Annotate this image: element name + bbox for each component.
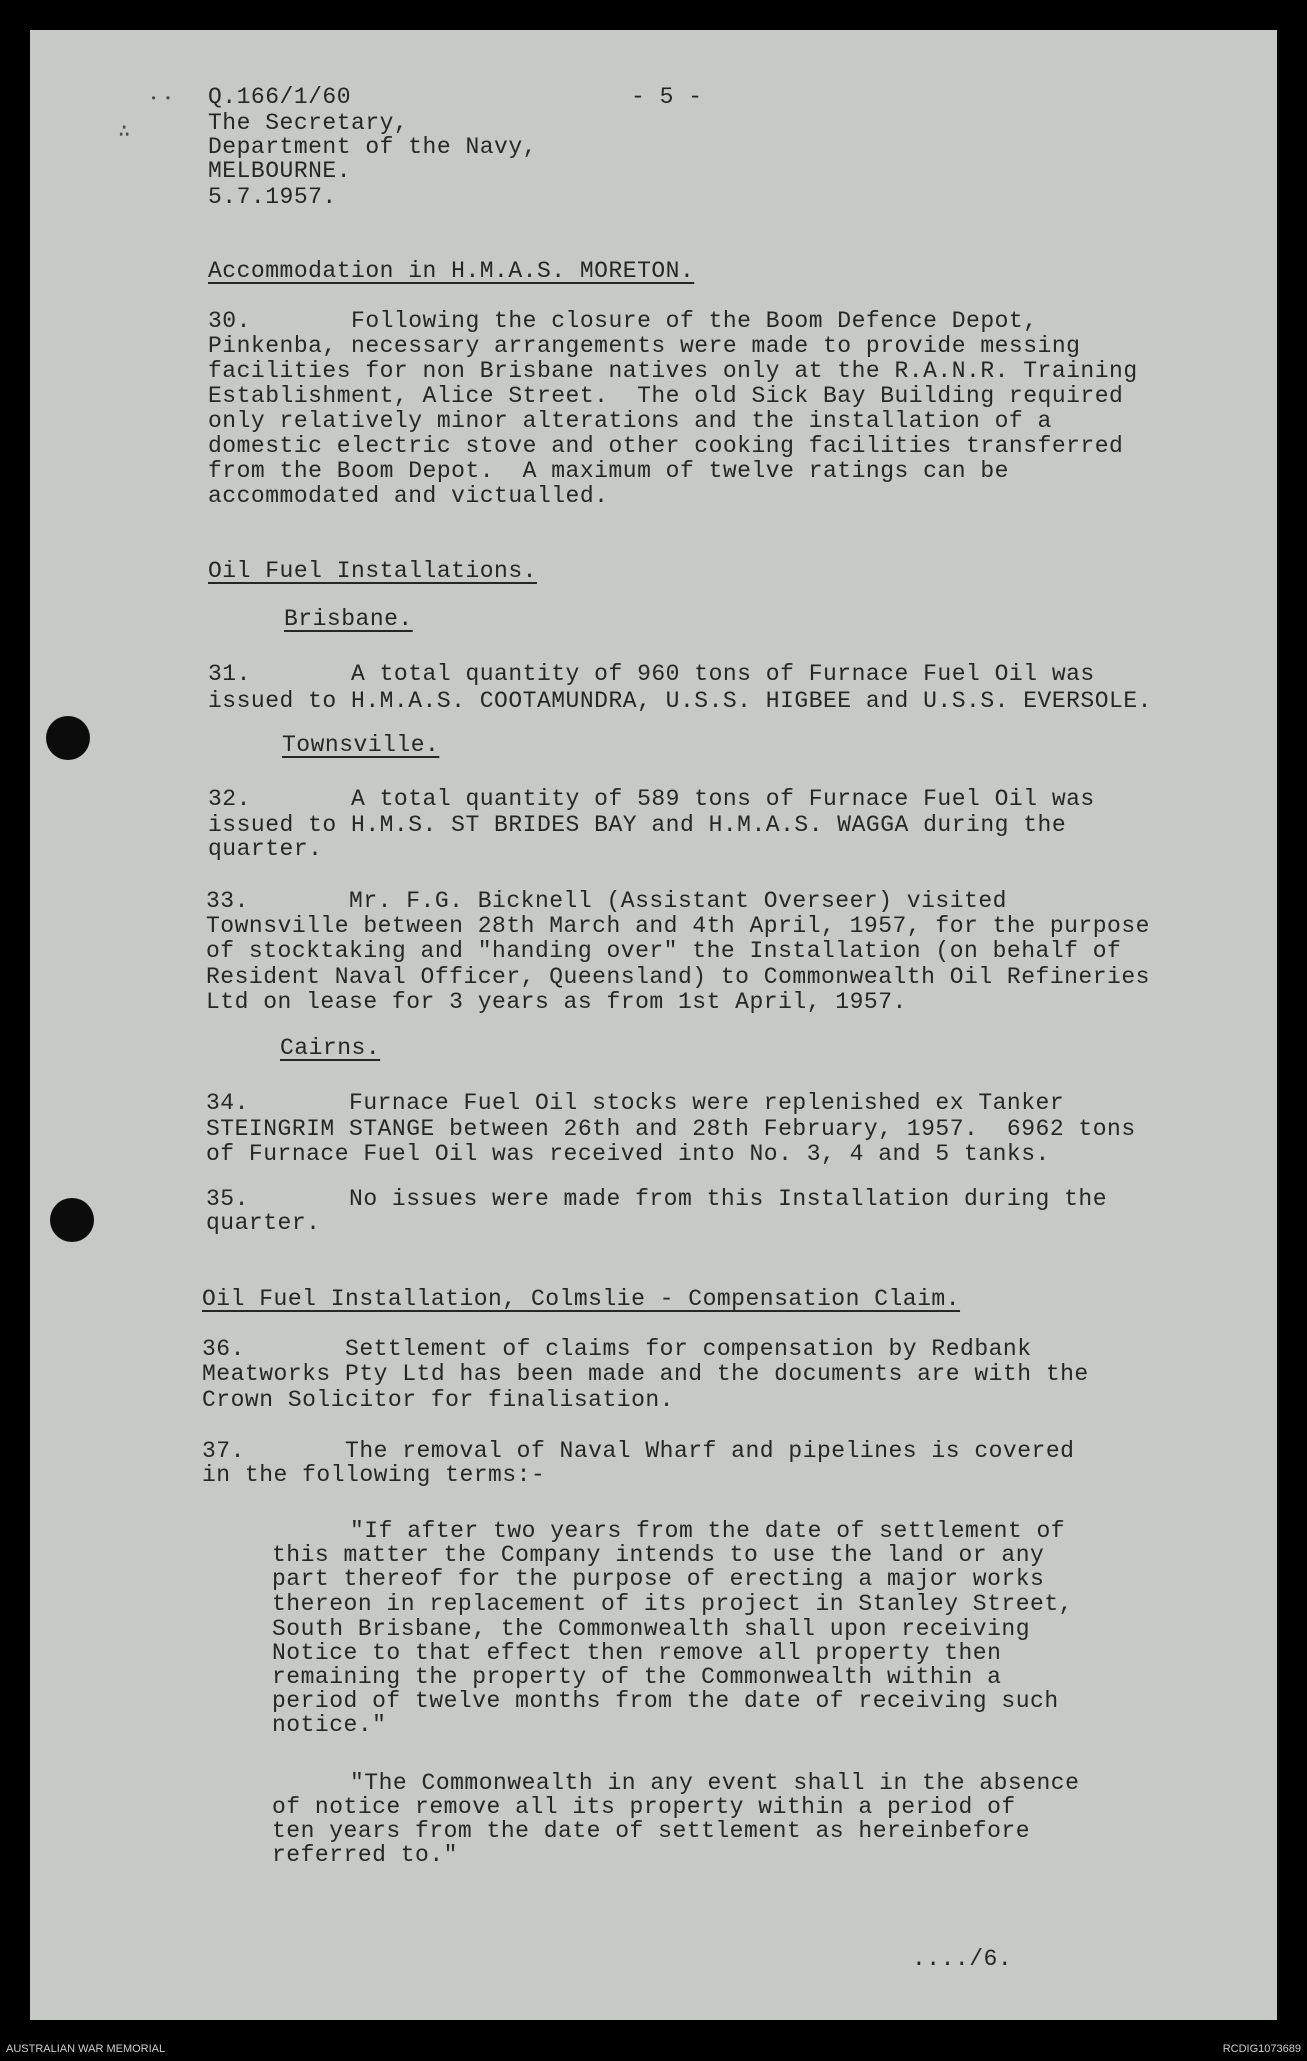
paragraph-line: 37. The removal of Naval Wharf and pipelines is covered: [202, 1438, 1075, 1464]
section-heading: Oil Fuel Installations.: [208, 558, 537, 584]
quote-line: remaining the property of the Commonwealth within a: [272, 1664, 1002, 1690]
paragraph-line: Townsville between 28th March and 4th April, 1957, for the purpose: [206, 913, 1150, 939]
paragraph-line: STEINGRIM STANGE between 26th and 28th February, 1957. 6962 tons: [206, 1116, 1136, 1142]
quote-line: period of twelve months from the date of receiving such: [272, 1688, 1059, 1714]
paragraph-line: 31. A total quantity of 960 tons of Furnace Fuel Oil was: [208, 661, 1095, 687]
quote-line: of notice remove all its property within a period of: [272, 1794, 1016, 1820]
paragraph-line: accommodated and victualled.: [208, 483, 609, 509]
paragraph-line: from the Boom Depot. A maximum of twelve ratings can be: [208, 458, 1009, 484]
paragraph-line: 36. Settlement of claims for compensation by Redbank: [202, 1336, 1032, 1362]
paragraph-line: quarter.: [206, 1210, 321, 1236]
quote-line: thereon in replacement of its project in Stanley Street,: [272, 1591, 1073, 1617]
paragraph-line: issued to H.M.S. ST BRIDES BAY and H.M.A.S. WAGGA during the: [208, 812, 1067, 838]
section-heading: Accommodation in H.M.A.S. MORETON.: [208, 258, 695, 284]
paragraph-line: Establishment, Alice Street. The old Sick Bay Building required: [208, 383, 1124, 409]
archive-id: RCDIG1073689: [1222, 2043, 1301, 2055]
paragraph-line: of stocktaking and "handing over" the Installation (on behalf of: [206, 938, 1122, 964]
quote-line: referred to.": [272, 1842, 458, 1868]
subsection-heading: Brisbane.: [284, 606, 413, 632]
paragraph-line: Meatworks Pty Ltd has been made and the documents are with the: [202, 1361, 1089, 1387]
paragraph-line: in the following terms:-: [202, 1462, 546, 1488]
quote-line: "If after two years from the date of settlement of: [350, 1518, 1066, 1544]
continuation-marker: ..../6.: [912, 1946, 1013, 1972]
paragraph-line: Ltd on lease for 3 years as from 1st April, 1957.: [206, 989, 907, 1015]
quote-line: "The Commonwealth in any event shall in the absence: [350, 1770, 1080, 1796]
addressee-line: MELBOURNE.: [208, 158, 352, 184]
paragraph-line: facilities for non Brisbane natives only at the R.A.N.R. Training: [208, 358, 1138, 384]
quote-line: ten years from the date of settlement as hereinbefore: [272, 1818, 1031, 1844]
subsection-heading: Cairns.: [280, 1035, 381, 1061]
quote-line: South Brisbane, the Commonwealth shall upon receiving: [272, 1616, 1031, 1642]
addressee-line: Department of the Navy,: [208, 134, 537, 160]
paragraph-line: domestic electric stove and other cooking facilities transferred: [208, 433, 1124, 459]
quote-line: this matter the Company intends to use the land or any: [272, 1542, 1045, 1568]
addressee-line: The Secretary,: [208, 110, 409, 136]
section-heading: Oil Fuel Installation, Colmslie - Compensation Claim.: [202, 1286, 961, 1312]
quote-line: part thereof for the purpose of erecting a major works: [272, 1566, 1045, 1592]
paragraph-line: quarter.: [208, 836, 323, 862]
quote-line: notice.": [272, 1712, 387, 1738]
paragraph-line: 33. Mr. F.G. Bicknell (Assistant Overseer) visited: [206, 888, 1007, 914]
quote-line: Notice to that effect then remove all property then: [272, 1640, 1002, 1666]
paragraph-line: 32. A total quantity of 589 tons of Furnace Fuel Oil was: [208, 786, 1095, 812]
paragraph-line: 35. No issues were made from this Installation during the: [206, 1186, 1108, 1212]
archive-credit: AUSTRALIAN WAR MEMORIAL: [6, 2043, 166, 2055]
reference-number: Q.166/1/60: [208, 84, 352, 110]
paragraph-line: Pinkenba, necessary arrangements were made to provide messing: [208, 333, 1081, 359]
punch-hole-bottom: [50, 1198, 94, 1242]
ink-dot: • •: [150, 92, 172, 106]
paragraph-line: 30. Following the closure of the Boom Defence Depot,: [208, 308, 1038, 334]
page-number: - 5 -: [631, 84, 703, 110]
paragraph-line: of Furnace Fuel Oil was received into No. 3, 4 and 5 tanks.: [206, 1141, 1050, 1167]
ink-smudge: ∴: [118, 121, 131, 144]
addressee-date: 5.7.1957.: [208, 184, 337, 210]
paragraph-line: issued to H.M.A.S. COOTAMUNDRA, U.S.S. HIGBEE and U.S.S. EVERSOLE.: [208, 688, 1152, 714]
punch-hole-top: [46, 716, 90, 760]
subsection-heading: Townsville.: [282, 732, 440, 758]
paragraph-line: 34. Furnace Fuel Oil stocks were replenished ex Tanker: [206, 1090, 1065, 1116]
paragraph-line: Resident Naval Officer, Queensland) to Commonwealth Oil Refineries: [206, 964, 1150, 990]
paragraph-line: only relatively minor alterations and the installation of a: [208, 408, 1052, 434]
paragraph-line: Crown Solicitor for finalisation.: [202, 1387, 674, 1413]
